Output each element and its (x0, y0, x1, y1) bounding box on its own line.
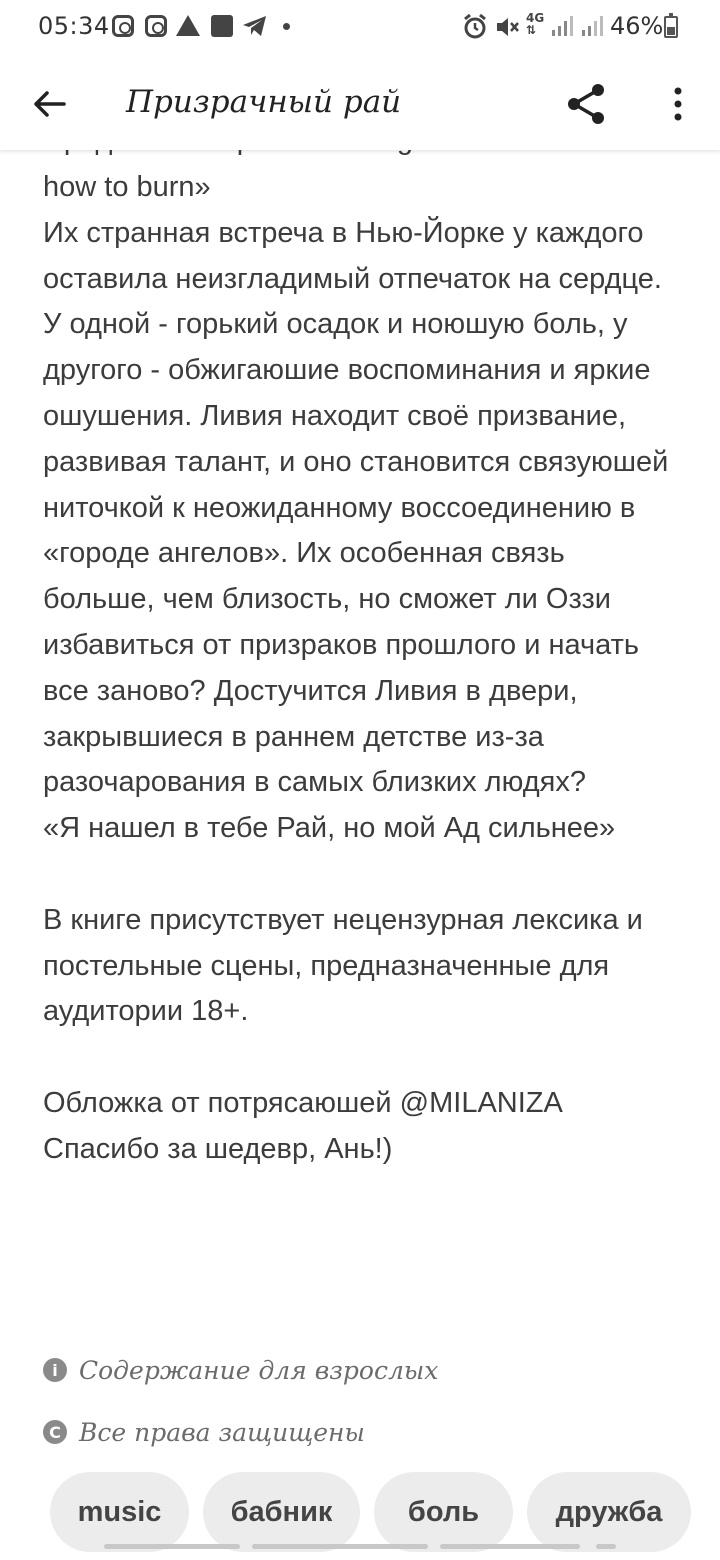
description-thanks: Спасибо за шедевр, Ань!) (43, 1132, 393, 1165)
mature-content-label: Содержание для взрослых (79, 1355, 439, 1385)
tag-scroll-indicator (0, 1544, 720, 1550)
battery-fill (667, 27, 675, 35)
checkbox-icon (211, 15, 233, 37)
page-title: Призрачный рай (126, 84, 402, 120)
network-icon: 4G ⇅ (526, 11, 545, 37)
mature-content-row (43, 1354, 438, 1386)
instagram-icon (145, 15, 167, 37)
copyright-row (43, 1416, 365, 1448)
copyright-icon: C (43, 1420, 67, 1444)
description-line: how to burn» (43, 171, 211, 203)
signal-icon (580, 14, 604, 44)
tag-list (50, 1472, 691, 1552)
app-bar (0, 58, 720, 150)
share-icon[interactable] (562, 80, 610, 128)
alarm-icon (462, 14, 488, 46)
info-icon: i (43, 1358, 67, 1382)
instagram-icon (112, 15, 134, 37)
battery-percent: 46% (610, 12, 664, 40)
warning-icon (176, 15, 200, 36)
description-warning: В книге присутствует нецензурная лексика и постельные сцены, предназначенные для аудитории 18+. (43, 903, 643, 1028)
signal-icon (550, 14, 574, 44)
back-arrow-icon[interactable] (30, 84, 70, 124)
tag-chip[interactable]: бабник (203, 1472, 360, 1552)
tag-chip[interactable]: дружба (527, 1472, 691, 1552)
telegram-icon (242, 14, 264, 36)
description-quote: «Я нашел в тебе Рай, но мой Ад сильнее» (43, 812, 616, 845)
more-vert-icon[interactable] (658, 84, 698, 124)
tag-chip[interactable]: боль (374, 1472, 513, 1552)
description-cover-credit: Обложка от потрясаюшей @MILANIZA (43, 1086, 563, 1119)
book-description (43, 165, 683, 1173)
status-time: 05:34 (38, 12, 110, 40)
dot-icon (283, 23, 290, 30)
description-paragraph: Их странная встреча в Нью-Йорке у каждого оставила неизгладимый отпечаток на сердце. У одной - горький осадок и ноюшую боль, у другого - обжигаюшие воспоминания и яркие ошушения. Ливия находит своё призвание, развивая талант, и оно становится связуюшей ниточкой к неожиданному воссоединению в «городе ангелов». Их особенная связь больше, чем близость, но сможет ли Оззи избавиться от призраков прошлого и начать все заново? Достучится Ливия в двери, закрывшиеся в раннем детстве из-за разочарования в самых близких людях? (43, 216, 669, 799)
copyright-label: Все права защищены (79, 1417, 365, 1447)
mute-icon (494, 14, 520, 46)
status-bar (0, 0, 720, 58)
network-label: 4G (526, 11, 545, 25)
battery-icon (664, 16, 678, 38)
tag-chip[interactable]: music (50, 1472, 189, 1552)
